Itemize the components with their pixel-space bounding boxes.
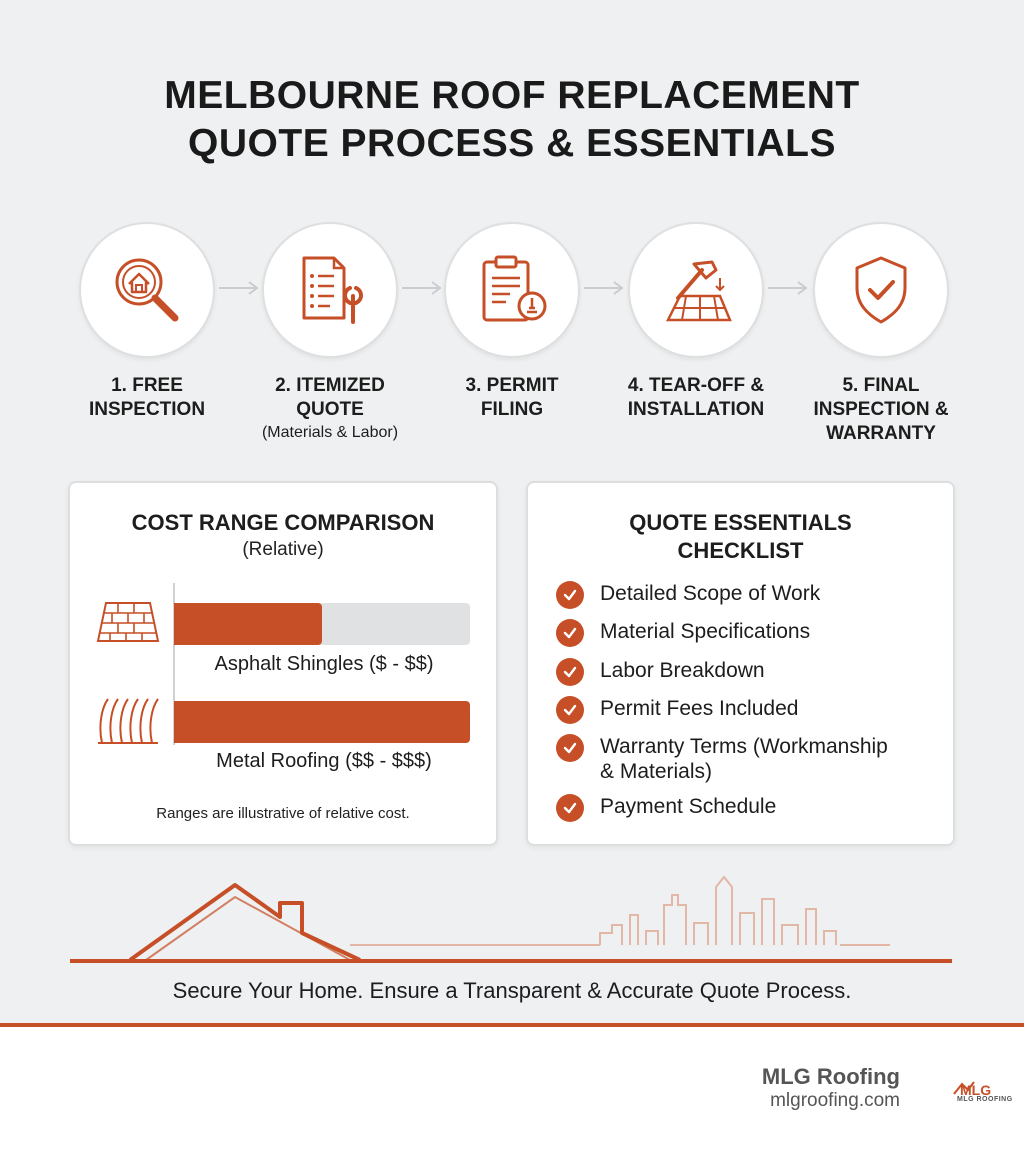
checklist-item: Warranty Terms (Workmanship & Materials) bbox=[556, 734, 956, 784]
title-line-1: MELBOURNE ROOF REPLACEMENT bbox=[164, 74, 860, 117]
checklist-title: QUOTE ESSENTIALS CHECKLIST bbox=[629, 510, 852, 563]
arrow-icon bbox=[582, 278, 626, 298]
metal-roof-icon bbox=[94, 695, 162, 747]
asphalt-label: Asphalt Shingles ($ - $$) bbox=[214, 653, 434, 675]
page-title bbox=[0, 72, 1024, 168]
house-search-icon bbox=[105, 248, 189, 332]
shingles-icon bbox=[94, 599, 162, 645]
step-5-label: 5. FINAL INSPECTION & WARRANTY bbox=[813, 375, 949, 444]
shield-check-icon bbox=[839, 248, 923, 332]
logo-text: MLG ROOFING bbox=[957, 1096, 1013, 1103]
check-icon bbox=[556, 658, 584, 686]
brand-url[interactable]: mlgroofing.com bbox=[770, 1090, 900, 1111]
check-icon bbox=[556, 734, 584, 762]
step-1-label: 1. FREE INSPECTION bbox=[88, 375, 206, 420]
roof-skyline-illustration bbox=[60, 875, 960, 970]
arrow-icon bbox=[766, 278, 810, 298]
metal-label: Metal Roofing ($$ - $$$) bbox=[216, 750, 432, 772]
step-2-circle bbox=[262, 222, 398, 358]
checklist-item: Labor Breakdown bbox=[556, 658, 956, 686]
step-3-label: 3. PERMIT FILING bbox=[465, 375, 559, 420]
step-3-circle bbox=[444, 222, 580, 358]
arrow-icon bbox=[400, 278, 444, 298]
step-1-circle bbox=[79, 222, 215, 358]
check-icon bbox=[556, 619, 584, 647]
asphalt-bar bbox=[174, 603, 322, 645]
checklist-item: Detailed Scope of Work bbox=[556, 581, 956, 609]
hammer-roof-icon bbox=[654, 248, 738, 332]
metal-bar-track bbox=[174, 701, 470, 743]
svg-text:MLG: MLG bbox=[960, 1082, 992, 1098]
cost-card-subtitle: (Relative) bbox=[242, 539, 324, 560]
asphalt-bar-track bbox=[174, 603, 470, 645]
document-wrench-icon bbox=[288, 248, 372, 332]
title-line-2: QUOTE PROCESS & ESSENTIALS bbox=[188, 122, 836, 165]
cost-card-title: COST RANGE COMPARISON bbox=[131, 510, 435, 535]
checklist-card bbox=[526, 481, 955, 846]
step-5-circle bbox=[813, 222, 949, 358]
cost-range-card bbox=[68, 481, 498, 846]
checklist-item: Material Specifications bbox=[556, 619, 956, 647]
step-4-label: 4. TEAR-OFF & INSTALLATION bbox=[627, 375, 765, 420]
checklist-item: Permit Fees Included bbox=[556, 696, 956, 724]
metal-bar bbox=[174, 701, 470, 743]
cost-note: Ranges are illustrative of relative cost. bbox=[156, 805, 410, 822]
checklist-item: Payment Schedule bbox=[556, 794, 956, 822]
check-icon bbox=[556, 581, 584, 609]
brand-name: MLG Roofing bbox=[761, 1064, 900, 1089]
check-icon bbox=[556, 794, 584, 822]
step-2-label: 2. ITEMIZED QUOTE (Materials & Labor) bbox=[261, 375, 399, 441]
step-4-circle bbox=[628, 222, 764, 358]
clipboard-stamp-icon bbox=[470, 248, 554, 332]
tagline: Secure Your Home. Ensure a Transparent & Accurate Quote Process. bbox=[172, 978, 852, 1003]
check-icon bbox=[556, 696, 584, 724]
arrow-icon bbox=[217, 278, 261, 298]
